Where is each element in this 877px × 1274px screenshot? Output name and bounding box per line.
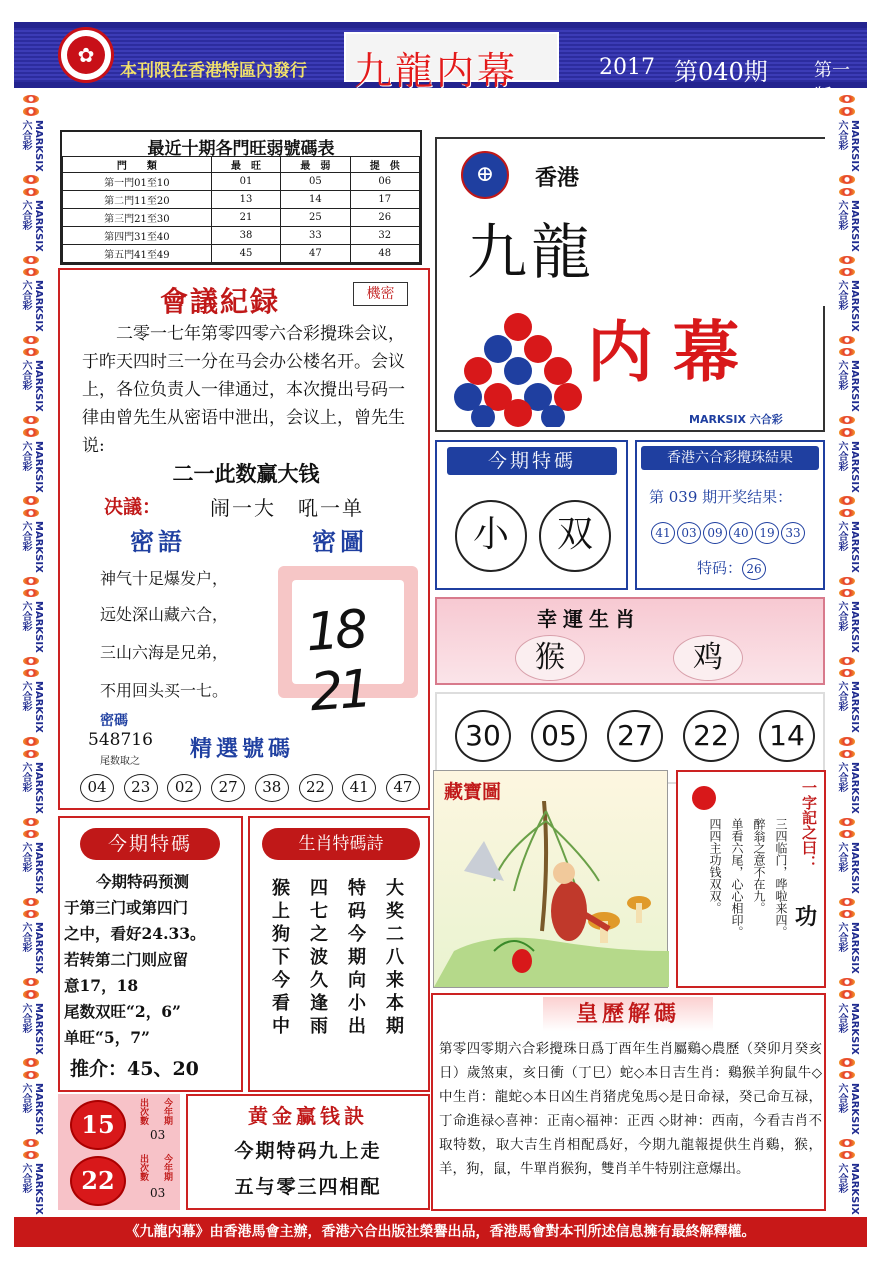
flower-icon [839,910,855,918]
draw-number: 33 [781,522,805,544]
table-cell: 14 [281,191,350,209]
promo-hk: 香港 [535,165,580,191]
forecast-line: 意17，18 [64,976,139,995]
side-brand-word: MARKSIX 六合彩 [836,280,860,332]
table-header-cell: 最 旺 [211,157,280,173]
table-cell: 17 [350,191,419,209]
table-row [63,173,420,191]
special-pick: 小 [455,500,527,572]
masthead-title: 九龍内幕 [354,49,519,93]
draw-number: 03 [677,522,701,544]
rooster-icon: 鸡 [673,635,743,681]
golden-tip-title: 黄金赢钱訣 [248,1104,368,1128]
distribution-notice: 本刊限在香港特區內發行 [120,61,307,81]
poem-column: 猴上狗下今看中 [269,878,290,1039]
special-code-panel [435,440,628,590]
draw-number: 09 [703,522,727,544]
marksix-logo: MARKSIX 六合彩 [689,413,783,426]
flower-icon [23,95,39,103]
table-cell: 01 [211,173,280,191]
flower-icon [839,1139,855,1147]
table-row [63,227,420,245]
flower-icon [839,95,855,103]
selected-number: 38 [255,774,289,802]
forecast-line: 之中，看好24.33。 [64,924,206,943]
decision-label: 决議： [104,496,162,518]
forecast-line: 推介：45、20 [70,1058,199,1080]
edition-label: 第一版 [814,60,850,107]
table-cell: 38 [211,227,280,245]
side-brand-word: MARKSIX 六合彩 [20,1082,44,1135]
flower-icon [23,750,39,758]
forecast-line: 今期特码预测 [96,872,190,891]
flower-icon [23,818,39,826]
table-title: 最近十期各門旺弱號碼表 [147,139,335,159]
flower-icon [839,509,855,517]
table-cell: 32 [350,227,419,245]
table-header-cell: 提 供 [350,157,419,173]
table-cell: 第五門41至49 [63,245,212,263]
issue-number: 第040期 [674,58,768,86]
draw-number: 40 [729,522,753,544]
flower-icon [839,750,855,758]
treasure-title: 藏寶圖 [444,781,502,803]
forecast-line: 于第三门或第四门 [64,898,189,917]
table-row [63,245,420,263]
draw-result-title: 香港六合彩攪珠結果 [641,446,819,470]
flower-icon [839,107,855,115]
clue-column: 四四主功钱双双。 [708,818,722,914]
flower-icon [23,737,39,745]
clue-title: 一字記之曰： [800,780,818,870]
draw-issue: 第 039 期开奖结果： [649,488,793,506]
draw-result-panel [635,440,825,590]
side-brand-word: MARKSIX 六合彩 [20,440,44,493]
selected-number: 22 [299,774,333,802]
flower-icon [839,657,855,665]
flower-icon [23,910,39,918]
draw-special [697,557,766,580]
flower-icon [23,830,39,838]
table-cell: 第一門01至10 [63,173,212,191]
almanac-body: 第零四零期六合彩攪珠日爲丁酉年生肖屬鷄◇農歷（癸卯月癸亥日）歲煞東，亥日衝（丁巳）蛇◇本日吉生肖：鷄猴羊狗鼠牛◇中生肖：龍蛇◇本日凶生肖猪虎兔馬◇是日命禄，癸己命互禄，丁命進禄◇喜神：正南◇福神：正西 ◇財神：西南，今看吉肖不取特数，取大吉生肖相配爲好，今期九龍報提供生肖鷄，猴，羊，狗，鼠，牛單肖猴狗，雙肖羊牛特别注意爆出。 [439,1041,822,1177]
draw-special-label: 特码： [697,559,743,577]
table-cell: 05 [281,173,350,191]
side-brand-word: MARKSIX 六合彩 [836,199,860,252]
featured-number: 05 [531,710,587,762]
table-cell: 21 [211,209,280,227]
special-forecast-title: 今期特碼 [80,828,220,860]
side-brand-word: MARKSIX 六合彩 [836,440,860,493]
jockey-club-logo-icon: ⊕ [461,151,509,199]
side-brand-word: MARKSIX 六合彩 [20,199,44,252]
clue-seal-icon [692,786,716,810]
flower-icon [839,1058,855,1066]
flower-icon [839,336,855,344]
flower-icon [23,669,39,677]
code-value: 548716 [88,730,153,750]
flower-icon [839,898,855,906]
hk-emblem-icon [58,27,114,83]
draw-number: 41 [651,522,675,544]
side-brand-word: MARKSIX 六合彩 [20,761,44,814]
clue-column: 单看六尾，心心相印。 [730,818,744,938]
side-brand-word: MARKSIX 六合彩 [20,119,44,172]
lottery-balls-icon [453,309,583,427]
decision-text: 闹一大 吼一单 [210,496,364,520]
flower-icon [839,577,855,585]
featured-number: 27 [607,710,663,762]
handwritten-numbers: 18 21 [303,599,371,724]
hot-ball: 15 [70,1100,126,1150]
side-brand-word: MARKSIX 六合彩 [20,922,44,975]
side-brand-word: MARKSIX 六合彩 [20,842,44,894]
featured-number: 22 [683,710,739,762]
side-brand-word: MARKSIX 六合彩 [20,681,44,734]
zodiac-poem-panel [248,816,430,1092]
flower-icon [839,428,855,436]
flower-icon [23,188,39,196]
flower-icon [23,256,39,264]
side-brand-word: MARKSIX 六合彩 [836,761,860,814]
flower-icon [23,428,39,436]
flower-icon [23,496,39,504]
poem-column: 特码今期向小出 [345,878,366,1039]
flower-icon [23,268,39,276]
table-cell: 48 [350,245,419,263]
table-cell: 47 [281,245,350,263]
table-cell: 45 [211,245,280,263]
hot-ball-count: 03 [150,1186,166,1200]
flower-icon [839,669,855,677]
treasure-map-panel [433,770,668,988]
table-header-row [63,157,420,173]
table-row [63,209,420,227]
secret-picture-box [278,566,418,724]
golden-tip-line: 今期特码九上走 [234,1140,382,1162]
table-cell: 25 [281,209,350,227]
flower-icon [839,268,855,276]
table-cell: 26 [350,209,419,227]
brand-promo [435,137,825,432]
flower-icon [23,1071,39,1079]
masthead [14,22,867,107]
selected-number: 02 [167,774,201,802]
clue-answer: 功 [795,904,818,930]
flower-icon [23,175,39,183]
flower-icon [23,990,39,998]
draw-numbers [651,522,805,544]
featured-number: 30 [455,710,511,762]
secret-picture-inner [292,580,404,724]
lucky-zodiac-panel [435,597,825,685]
flower-icon [23,1058,39,1066]
hot-ball-extra: 今年期 [162,1098,172,1125]
flower-icon [839,1151,855,1159]
flower-icon [839,496,855,504]
flower-icon [839,830,855,838]
table-cell: 第二門11至20 [63,191,212,209]
meeting-body: 二零一七年第零四零六合彩攪珠会议，于昨天四时三一分在马会办公楼名开。会议上，各位负责人一律通过，本次攪出号码一律由曾先生从密语中泄出，会议上，曾先生说: [82,324,405,456]
forecast-line: 尾数双旺“2，6” [64,1002,181,1021]
selected-number: 04 [80,774,114,802]
flower-icon [23,1139,39,1147]
side-brand-word: MARKSIX 六合彩 [836,360,860,413]
flower-icon [23,348,39,356]
side-brand-word: MARKSIX 六合彩 [20,280,44,332]
flower-icon [23,898,39,906]
selected-number: 27 [211,774,245,802]
poem-line: 神气十足爆发户， [100,569,229,588]
treasure-illustration [434,801,669,987]
hot-ball-count: 03 [150,1128,166,1142]
monkey-icon: 猴 [515,635,585,681]
flower-icon [23,416,39,424]
poem-line: 三山六海是兄弟， [100,643,229,662]
side-brand-word: MARKSIX 六合彩 [836,601,860,653]
secret-badge: 機密 [353,282,408,306]
almanac-panel [431,993,826,1211]
footer-disclaimer: 《九龍内幕》由香港馬會主辦，香港六合出版社榮譽出品，香港馬會對本刊所述信息擁有最終解釋權。 [14,1217,867,1247]
hot-ball: 22 [70,1156,126,1206]
flower-icon [839,188,855,196]
poem-column: 四七之波久逢雨 [307,878,328,1039]
zodiac-poem-title: 生肖特碼詩 [262,828,420,860]
side-brand-word: MARKSIX 六合彩 [836,922,860,975]
side-brand-word: MARKSIX 六合彩 [836,1002,860,1055]
table-cell: 第四門31至40 [63,227,212,245]
flower-icon [839,256,855,264]
table-header-cell: 最 弱 [281,157,350,173]
golden-tip-line: 五与零三四相配 [234,1176,382,1198]
secret-words-label: 密語 [130,527,186,556]
forecast-line: 若转第二门则应留 [64,950,189,969]
flower-icon [839,978,855,986]
lucky-zodiac-title: 幸運生肖 [537,607,641,631]
poem-line: 不用回头买一七。 [100,681,229,700]
almanac-title: 皇歷解碼 [543,997,713,1031]
side-brand-word: MARKSIX 六合彩 [20,360,44,413]
side-brand-word: MARKSIX 六合彩 [836,681,860,734]
issue-year: 2017 [599,55,655,80]
bauhinia-icon: ✿ [67,36,105,74]
selected-number: 47 [386,774,420,802]
flower-icon [23,657,39,665]
meeting-title: 會議紀録 [160,285,281,318]
hot-cold-table [60,130,422,265]
flower-icon [23,978,39,986]
table-cell: 13 [211,191,280,209]
special-code-title: 今期特碼 [447,447,617,475]
flower-icon [839,348,855,356]
right-border [832,95,862,1215]
special-forecast-panel [58,816,243,1092]
side-brand-word: MARKSIX 六合彩 [20,601,44,653]
promo-name-2: 内幕 [587,313,759,391]
flower-icon [839,175,855,183]
flower-icon [839,589,855,597]
number-table [62,156,420,263]
side-brand-word: MARKSIX 六合彩 [836,119,860,172]
selected-number: 41 [342,774,376,802]
flower-icon [23,107,39,115]
side-brand-word: MARKSIX 六合彩 [836,1082,860,1135]
promo-blank-overlay [600,139,827,306]
hot-ball-extra: 今年期 [162,1154,172,1181]
poem-line: 远处深山藏六合， [100,605,229,624]
secret-picture-label: 密圖 [312,527,368,556]
flower-icon [23,509,39,517]
hot-ball-tag: 出次數 [138,1154,148,1181]
flower-icon [23,336,39,344]
side-brand-word: MARKSIX 六合彩 [20,1002,44,1055]
flower-icon [839,990,855,998]
flower-icon [839,818,855,826]
flower-icon [23,577,39,585]
side-brand-word: MARKSIX 六合彩 [836,520,860,573]
meeting-record-panel [58,268,430,810]
flower-icon [23,589,39,597]
table-body [63,173,420,263]
left-border [16,95,46,1215]
flower-icon [23,1151,39,1159]
selected-number: 23 [124,774,158,802]
side-brand-word: MARKSIX 六合彩 [20,1163,44,1215]
draw-special-number: 26 [742,558,766,580]
clue-column: 醉翁之意不在九。 [752,818,766,914]
side-brand-word: MARKSIX 六合彩 [836,1163,860,1215]
clue-column: 三四临门，哗啦来四。 [774,818,788,938]
hot-balls-panel [58,1094,180,1210]
table-header-cell: 門 類 [63,157,212,173]
draw-number: 19 [755,522,779,544]
selected-numbers-row [80,774,420,802]
golden-tip-panel [186,1094,430,1210]
poem-column: 大奖二八来本期 [383,878,404,1039]
meeting-headline: 二一此数赢大钱 [172,461,320,486]
side-brand-word: MARKSIX 六合彩 [20,520,44,573]
code-label: 密碼 [100,713,128,729]
table-row [63,191,420,209]
hot-ball-tag: 出次數 [138,1098,148,1125]
flower-icon [839,416,855,424]
side-brand-word: MARKSIX 六合彩 [836,842,860,894]
flower-icon [839,1071,855,1079]
special-pick: 双 [539,500,611,572]
forecast-line: 单旺“5，7” [64,1028,150,1047]
table-cell: 06 [350,173,419,191]
table-cell: 33 [281,227,350,245]
flower-icon [839,737,855,745]
featured-number: 14 [759,710,815,762]
table-cell: 第三門21至30 [63,209,212,227]
promo-name-1: 九龍 [467,218,595,288]
selected-numbers-label: 精選號碼 [190,736,295,762]
code-note: 尾数取之 [100,756,140,767]
